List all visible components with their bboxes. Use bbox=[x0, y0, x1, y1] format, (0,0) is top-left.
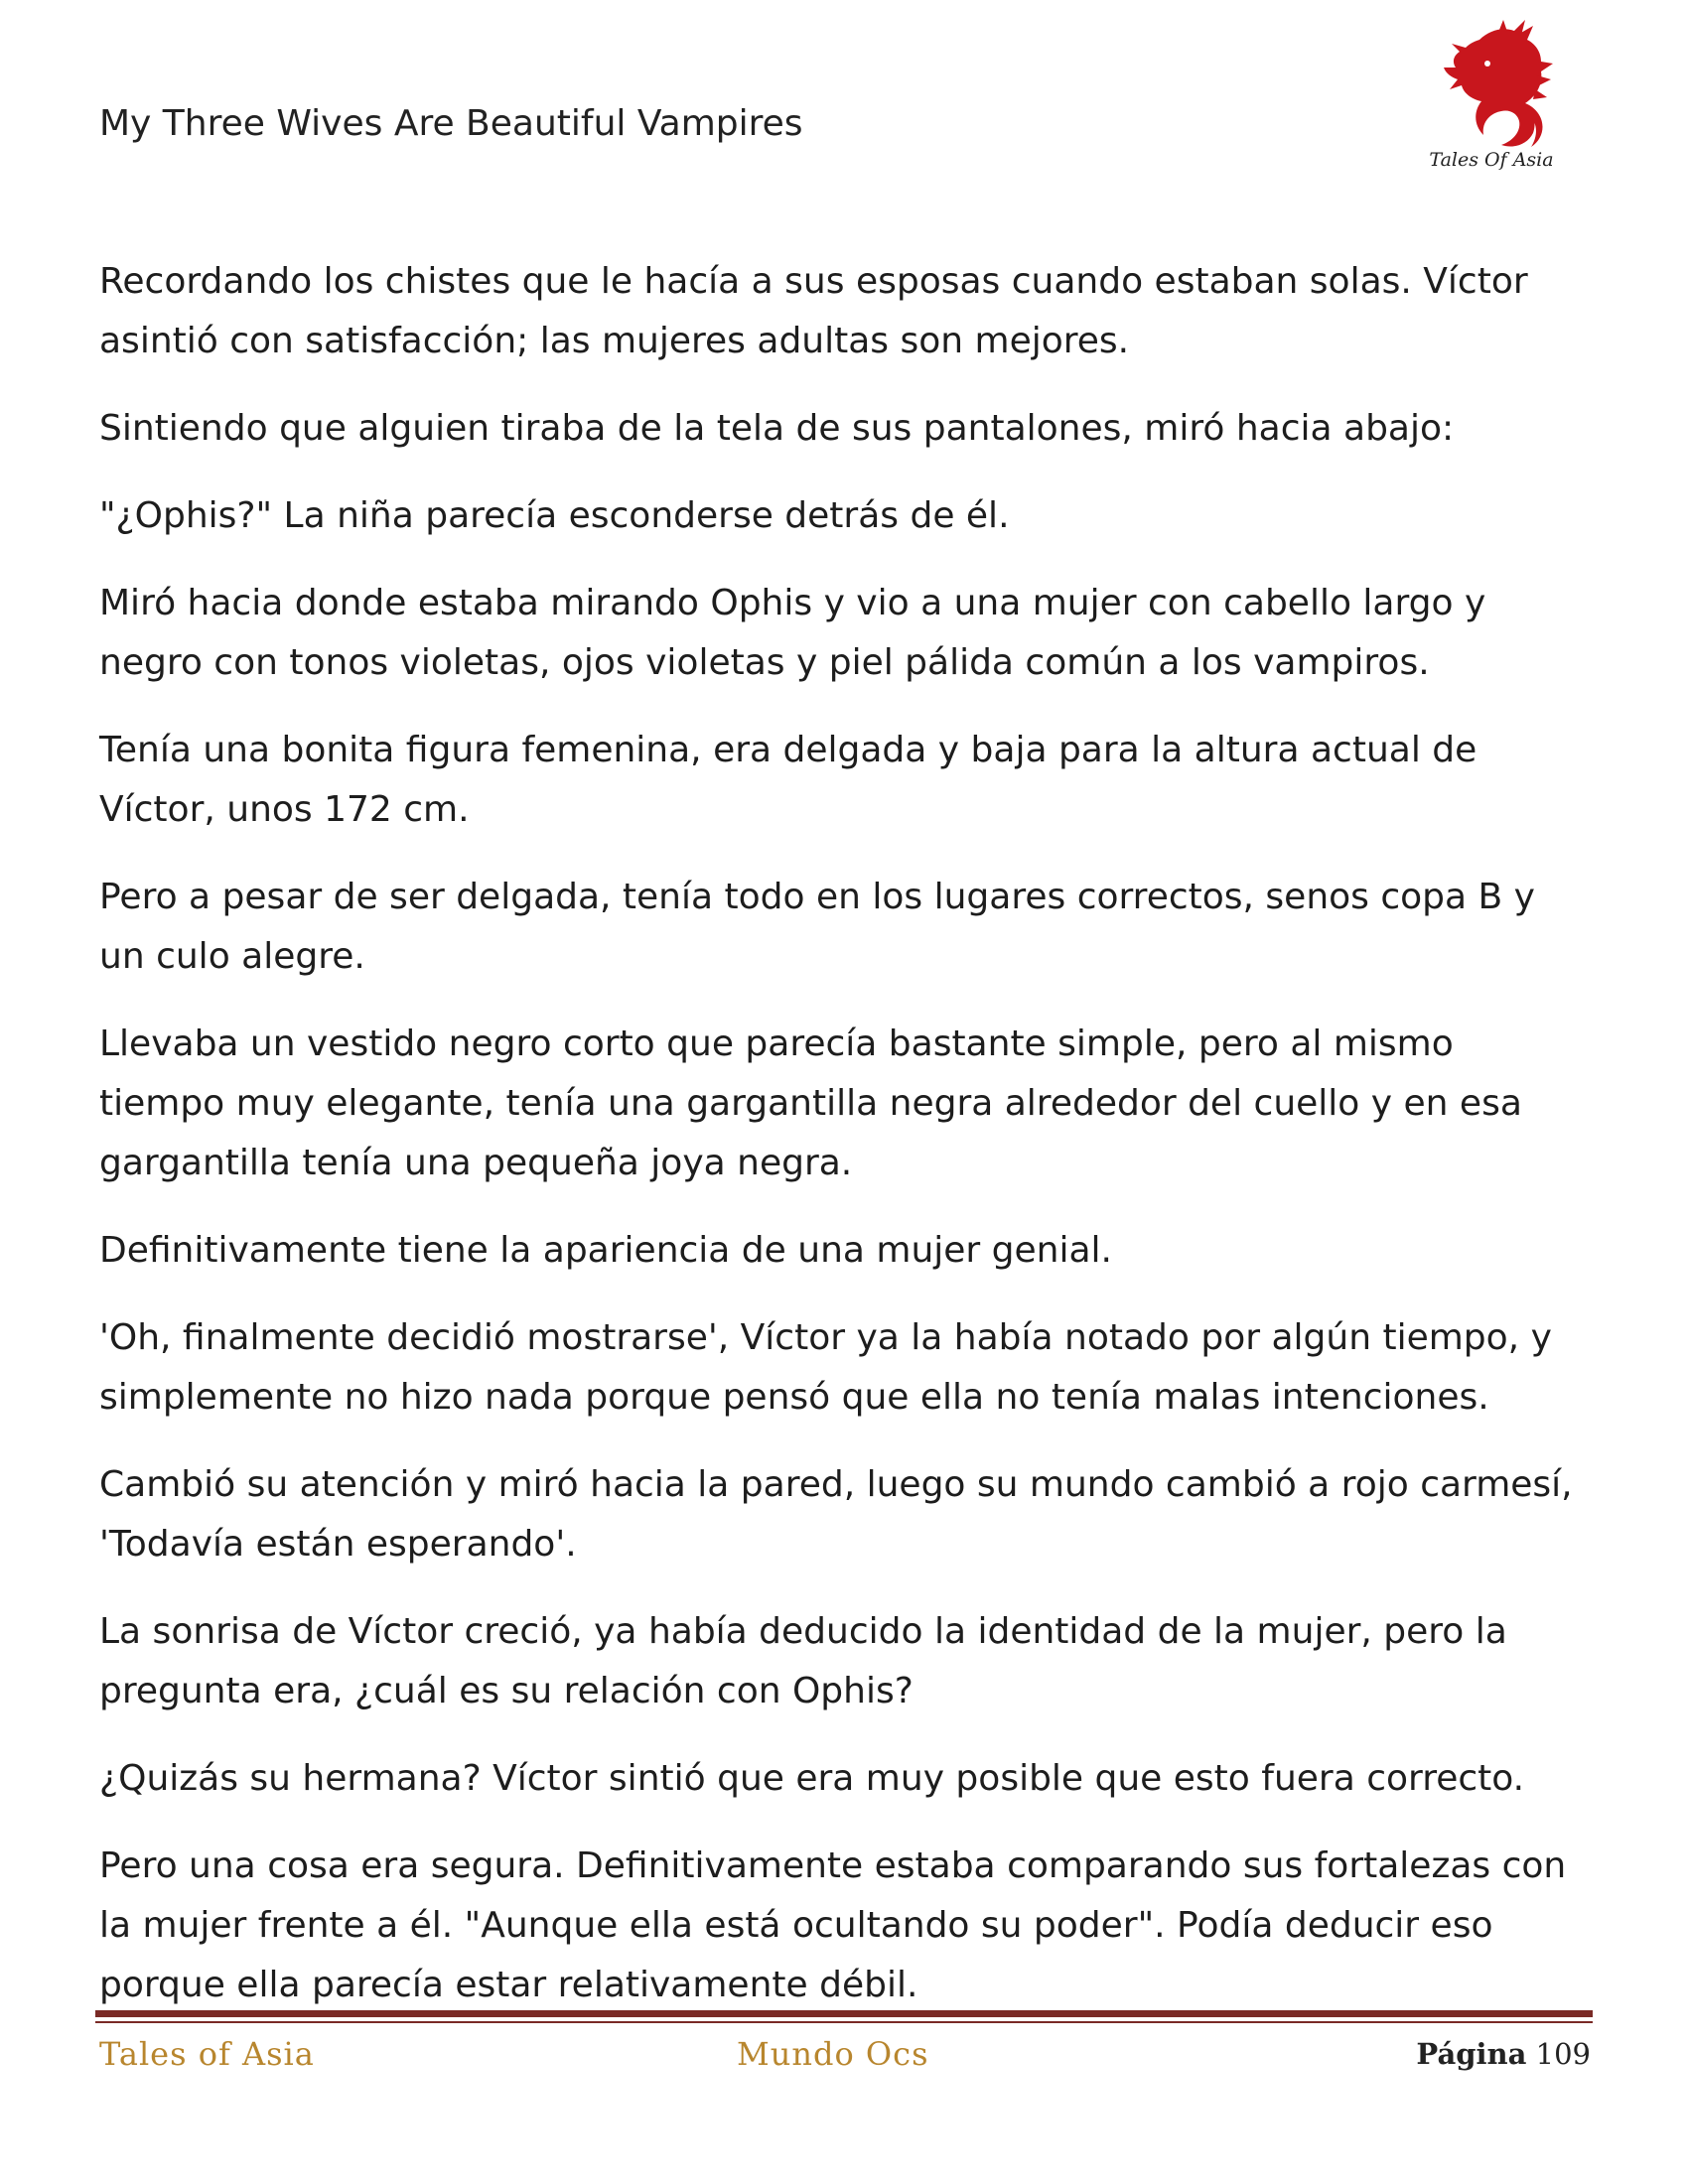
paragraph: Definitivamente tiene la apariencia de una mujer genial. bbox=[99, 1230, 1112, 1271]
paragraph: Tenía una bonita figura femenina, era delgada y baja para la altura actual de Víctor, unos 172 cm. bbox=[99, 730, 1477, 830]
paragraph: Sintiendo que alguien tiraba de la tela de sus pantalones, miró hacia abajo: bbox=[99, 408, 1455, 449]
footer-section: Mundo Ocs bbox=[737, 2035, 929, 2073]
page-number bbox=[1416, 2037, 1591, 2071]
paragraph: "¿Ophis?" La niña parecía esconderse detrás de él. bbox=[99, 495, 1010, 536]
page-label: Página bbox=[1416, 2037, 1527, 2071]
paragraph: 'Oh, finalmente decidió mostrarse', Víctor ya la había notado por algún tiempo, y simplemente no hizo nada porque pensó que ella no tenía malas intenciones. bbox=[99, 1317, 1552, 1418]
logo-text: Tales Of Asia bbox=[1429, 149, 1554, 171]
paragraph: Miró hacia donde estaba mirando Ophis y vio a una mujer con cabello largo y negro con tonos violetas, ojos violetas y piel pálida común a los vampiros. bbox=[99, 583, 1486, 683]
chapter-body bbox=[99, 252, 1589, 2043]
paragraph: Llevaba un vestido negro corto que parecía bastante simple, pero al mismo tiempo muy elegante, tenía una gargantilla negra alrededor del cuello y en esa gargantilla tenía una pequeña joya negra. bbox=[99, 1024, 1522, 1183]
paragraph: Pero una cosa era segura. Definitivamente estaba comparando sus fortalezas con la mujer frente a él. "Aunque ella está ocultando su poder". Podía deducir eso porque ella parecía estar relativamente débil. bbox=[99, 1845, 1567, 2005]
footer-divider-thin bbox=[95, 2021, 1593, 2023]
paragraph: Recordando los chistes que le hacía a sus esposas cuando estaban solas. Víctor asintió con satisfacción; las mujeres adultas son mejores. bbox=[99, 261, 1528, 361]
paragraph: Cambió su atención y miró hacia la pared, luego su mundo cambió a rojo carmesí, 'Todavía están esperando'. bbox=[99, 1464, 1573, 1565]
paragraph: La sonrisa de Víctor creció, ya había deducido la identidad de la mujer, pero la pregunta era, ¿cuál es su relación con Ophis? bbox=[99, 1611, 1507, 1711]
paragraph: Pero a pesar de ser delgada, tenía todo en los lugares correctos, senos copa B y un culo alegre. bbox=[99, 877, 1535, 977]
publisher-logo bbox=[1422, 20, 1561, 179]
document-title: My Three Wives Are Beautiful Vampires bbox=[99, 103, 803, 144]
paragraph: ¿Quizás su hermana? Víctor sintió que era muy posible que esto fuera correcto. bbox=[99, 1758, 1525, 1799]
footer-divider bbox=[95, 2010, 1593, 2017]
page-number-value: 109 bbox=[1535, 2037, 1591, 2071]
footer-brand: Tales of Asia bbox=[99, 2035, 315, 2073]
